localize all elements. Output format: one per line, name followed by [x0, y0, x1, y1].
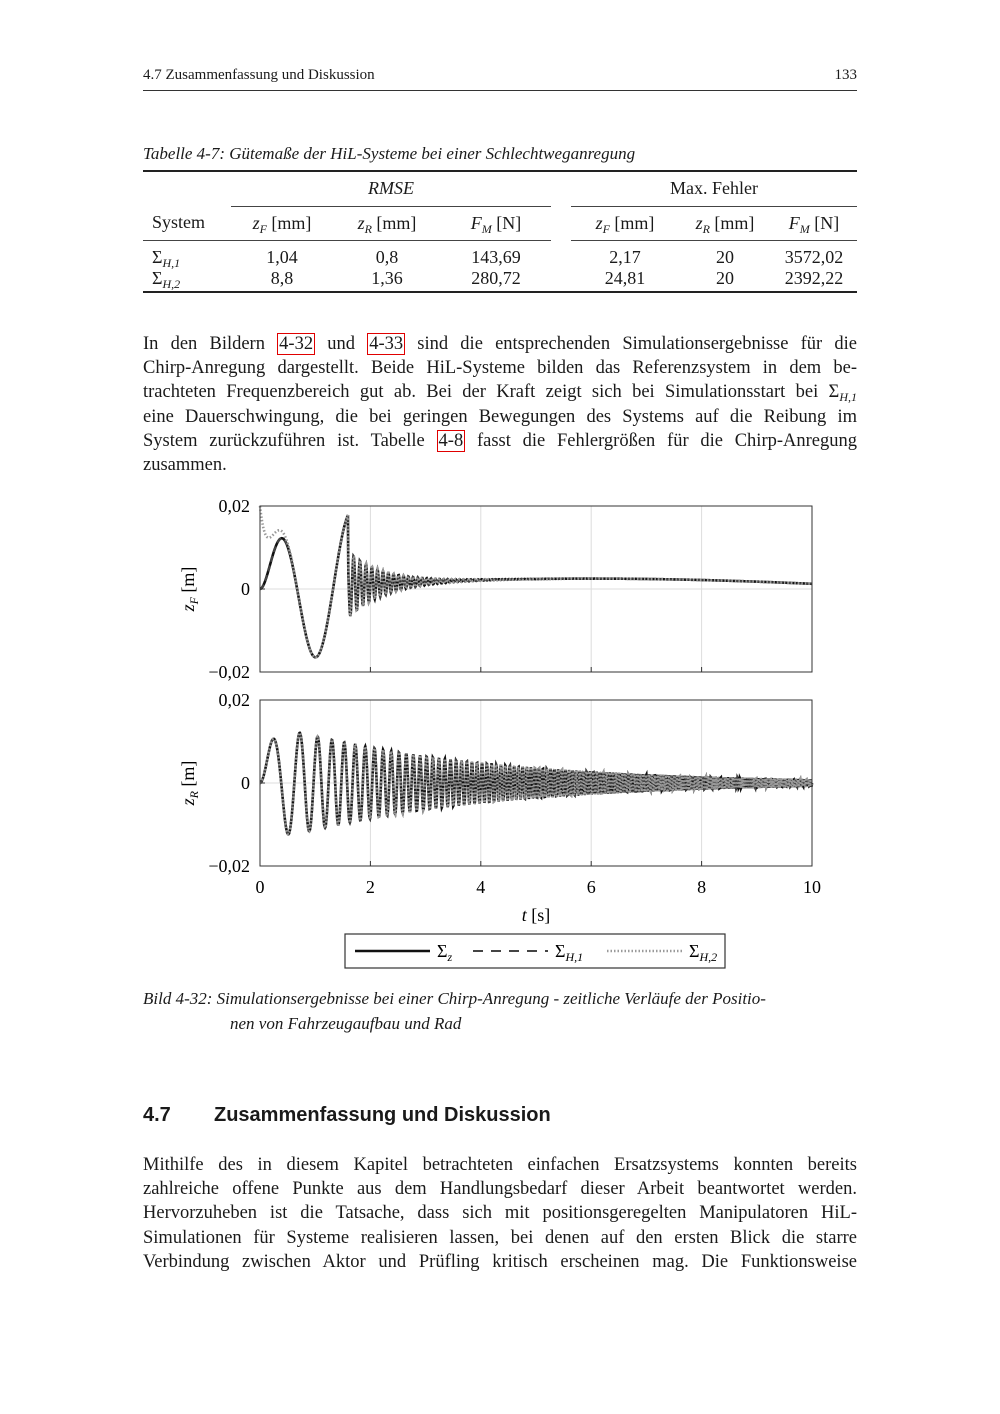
table-caption — [143, 142, 635, 166]
y-tick-label: 0 — [241, 579, 250, 599]
x-tick-label: 2 — [365, 877, 375, 897]
text-line: trachteten Frequenzbereich gut ab. Bei der Kraft zeigt sich bei Simulationsstart bei $\Sigma_{H,1}$ — [143, 382, 857, 405]
col-zf-max: $z_F$ [mm] — [571, 206, 679, 240]
table-row — [143, 268, 857, 292]
table-cell: 24,81 — [571, 268, 679, 292]
text-line: eine Dauerschwingung, die bei geringen Bewegungen des Systems auf die Reibung im — [143, 406, 857, 427]
body-paragraph-1 — [143, 332, 857, 477]
table-cell: 1,04 — [266, 246, 298, 267]
x-tick-label: 0 — [255, 877, 265, 897]
y-axis-label-var: z — [178, 604, 198, 612]
col-fm-max: $F_M$ [N] — [771, 206, 857, 240]
series-line-1 — [260, 515, 812, 657]
row-system-label: $\Sigma_{H,2}$ — [143, 268, 231, 292]
table-cell: 8,8 — [231, 268, 333, 292]
table-cell: 143,69 — [471, 246, 521, 267]
text-line: System zurückzuführen ist. Tabelle 4-8 fasst die Fehlergrößen für die Chirp-Anregung — [143, 430, 857, 451]
table-caption-label: Tabelle 4-7 — [143, 144, 220, 163]
chart-svg — [150, 490, 850, 980]
table-cell: 2,17 — [609, 246, 641, 267]
legend-label-symbol: Σ — [437, 941, 448, 961]
table-ref-link[interactable]: 4-8 — [438, 430, 464, 451]
table-caption-text: : Gütemaße der HiL-Systeme bei einer Schlechtweganregung — [219, 144, 636, 163]
section-heading — [143, 1104, 551, 1127]
col-fm-rmse: $F_M$ [N] — [441, 206, 551, 240]
legend — [345, 934, 725, 968]
text-line: Verbindung zwischen Aktor und Prüfling kritisch erscheinen mag. Die Funktionsweise — [143, 1251, 857, 1272]
x-axis-label-unit: [s] — [526, 905, 551, 925]
page-number: 133 — [834, 67, 857, 83]
col-zf-rmse: $z_F$ [mm] — [231, 206, 333, 240]
legend-label-symbol: Σ — [555, 941, 566, 961]
figure-caption — [143, 986, 857, 1036]
table-cell: 20 — [716, 246, 734, 267]
x-axis-label — [522, 905, 551, 925]
x-tick-label: 4 — [476, 877, 486, 897]
running-header — [143, 67, 857, 91]
table-cell: 1,36 — [333, 268, 441, 292]
text-line: Mithilfe des in diesem Kapitel betrachteten einfachen Ersatzsystems konnten bereits — [143, 1155, 857, 1175]
y-tick-label: 0 — [241, 773, 250, 793]
col-system: System — [143, 206, 231, 240]
col-zr-rmse: $z_R$ [mm] — [333, 206, 441, 240]
figure-ref-link[interactable]: 4-33 — [369, 334, 404, 354]
table-row — [143, 240, 857, 268]
body-paragraph-2 — [143, 1153, 857, 1274]
figure-caption-line2: nen von Fahrzeugaufbau und Rad — [230, 1014, 462, 1033]
results-table — [143, 170, 857, 293]
y-tick-label: 0,02 — [218, 496, 250, 516]
y-axis-label — [178, 761, 201, 807]
legend-label-symbol: Σ — [689, 941, 700, 961]
y-axis-label-var: z — [178, 798, 198, 806]
group-max-error: Max. Fehler — [571, 172, 857, 206]
legend-label-sub: z — [447, 950, 453, 964]
y-tick-label: −0,02 — [208, 856, 250, 876]
table-cell: 20 — [679, 268, 771, 292]
text-line: Chirp-Anregung dargestellt. Beide HiL-Systeme bilden das Referenzsystem in dem be- — [143, 358, 857, 379]
y-axis-label — [178, 567, 201, 613]
table-cell: 280,72 — [441, 268, 551, 292]
figure-ref-link[interactable]: 4-32 — [279, 334, 314, 354]
y-axis-label-unit: [m] — [178, 566, 198, 598]
subplot-1 — [178, 496, 812, 682]
y-axis-label-sub: F — [187, 597, 201, 605]
text-line: Hervorzuheben ist die Tatsache, dass sich mit positionsgeregelten Manipulatoren HiL- — [143, 1203, 857, 1224]
chirp-figure — [150, 490, 850, 980]
table-cell: 2392,22 — [771, 268, 857, 292]
col-zr-max: $z_R$ [mm] — [679, 206, 771, 240]
section-number: 4.7 — [143, 1104, 171, 1126]
table-column-header — [143, 206, 857, 240]
section-title: Zusammenfassung und Diskussion — [214, 1104, 551, 1126]
y-axis-label-sub: R — [187, 791, 201, 799]
group-rmse: RMSE — [231, 172, 551, 206]
header-section-title: 4.7 Zusammenfassung und Diskussion — [143, 67, 375, 83]
table-group-header — [143, 172, 857, 206]
x-tick-label: 6 — [586, 877, 596, 897]
row-system-label: $\Sigma_{H,1}$ — [152, 246, 181, 270]
x-tick-label: 8 — [697, 877, 707, 897]
y-axis-label-unit: [m] — [178, 760, 198, 792]
text-line: zusammen. — [143, 455, 227, 476]
text-line: In den Bildern 4-32 und 4-33 sind die entsprechenden Simulationsergebnisse für die — [143, 334, 857, 354]
subplot-2 — [178, 690, 812, 876]
figure-caption-line1: : Simulationsergebnisse bei einer Chirp-Anregung - zeitliche Verläufe der Positio- — [206, 989, 766, 1008]
table-cell: 3572,02 — [784, 246, 844, 267]
y-tick-label: 0,02 — [218, 690, 250, 710]
x-tick-label: 10 — [803, 877, 821, 897]
y-tick-label: −0,02 — [208, 662, 250, 682]
legend-label-sub: H,1 — [565, 950, 584, 964]
figure-caption-label: Bild 4-32 — [143, 989, 207, 1008]
text-line: Simulationen für Systeme realisieren lassen, bei denen auf den ersten Blick die starre — [143, 1227, 857, 1248]
legend-label-sub: H,2 — [699, 950, 718, 964]
x-axis-label-var: t — [521, 905, 527, 925]
text-line: zahlreiche offene Punkte aus dem Handlungsbedarf dieser Arbeit beantwortet werden. — [143, 1179, 857, 1200]
table-cell: 0,8 — [375, 246, 399, 267]
